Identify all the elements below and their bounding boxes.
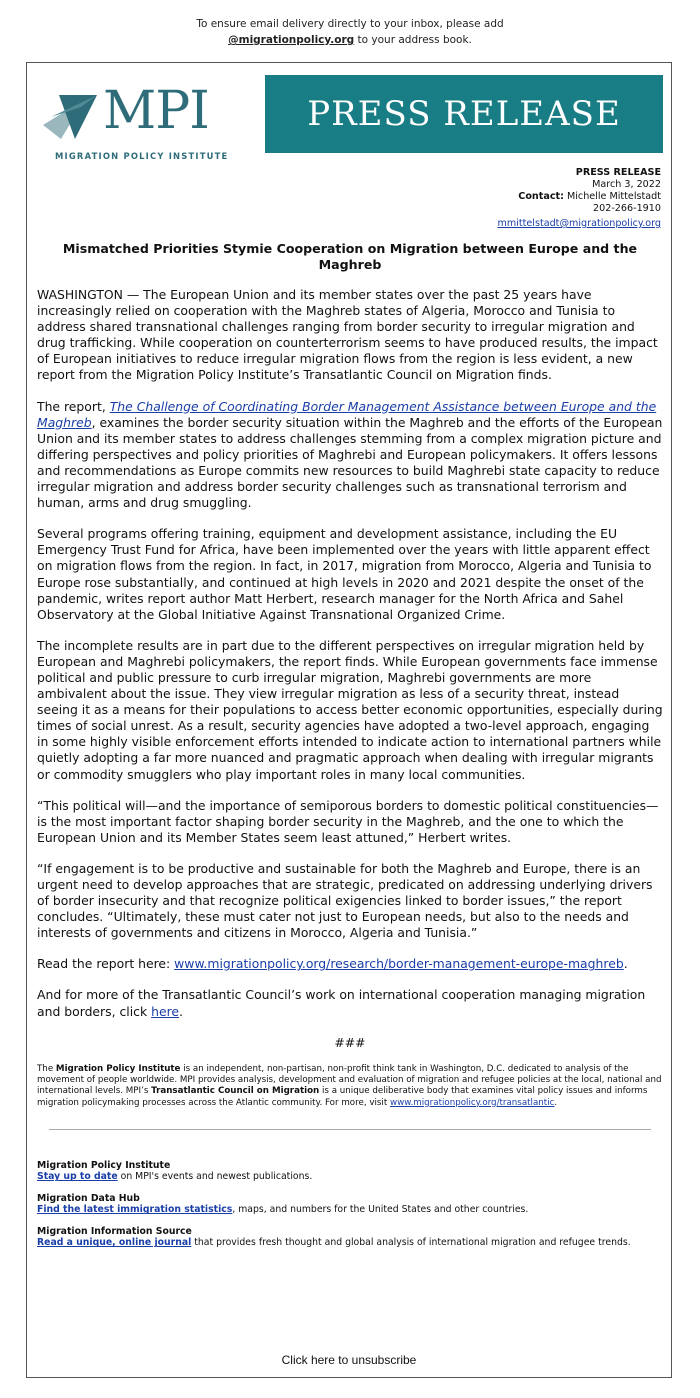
mpi-logo-icon	[41, 77, 111, 147]
p7-post: .	[623, 956, 628, 972]
link-block-text	[37, 1237, 663, 1249]
about-mpi	[37, 1064, 663, 1109]
paragraph-5: “This political will—and the importance of semiporous borders to domestic political constituencies—is the most important factor shaping border security in the Maghreb, and the one to which the European Union and its Member States seem least attuned,” Herbert writes.	[37, 797, 659, 845]
divider	[49, 1129, 651, 1130]
email-frame	[26, 62, 672, 1378]
paragraph-6: “If engagement is to be productive and sustainable for both the Maghreb and Europe, there is an urgent need to develop approaches that are strategic, predicated on addressing underlying drivers of border insecurity and that recognize political exigencies linked to border issues,” the report concludes. “Ultimately, these must cater not just to European needs, but also to the needs and interests of governments and citizens in Morocco, Algeria and Tunisia.”	[37, 860, 653, 941]
link-block-title: Migration Policy Institute	[37, 1159, 171, 1171]
online-journal-link[interactable]: Read a unique, online journal	[37, 1237, 192, 1249]
paragraph-3: Several programs offering training, equipment and development assistance, including the EU Emergency Trust Fund for Africa, have been implemented over the years with little apparent effect on migration flows from the region. In fact, in 2017, migration from Morocco, Algeria and Tunisia to Europe rose substantially, and continued at high levels in 2020 and 2021 despite the onset of the pandemic, writes report author Matt Herbert, research manager for the North Africa and Sahel Observatory at the Global Initiative Against Transnational Organized Crime.	[37, 526, 652, 622]
link-block-title: Migration Data Hub	[37, 1192, 140, 1204]
logo-subtitle: MIGRATION POLICY INSTITUTE	[55, 151, 229, 161]
paragraph-7	[37, 956, 663, 972]
here-link[interactable]: here	[151, 1003, 180, 1019]
about-3: is an independent, non-partisan, non-profit think tank in Washington, D.C. dedicated to analysis of the movement of people worldwide. MPI provides analysis, development and evaluation of migration and refugee policies at the local, national and international levels. MPI’s	[37, 1063, 662, 1097]
p7-pre: Read the report here:	[37, 956, 175, 972]
link-block-data-hub	[37, 1193, 663, 1216]
link-block-information-source	[37, 1226, 663, 1249]
p8-pre: And for more of the Transatlantic Council’s work on international cooperation managing migration and borders, click	[37, 987, 646, 1019]
about-mpi-name: Migration Policy Institute	[55, 1063, 181, 1074]
link-block-title: Migration Information Source	[37, 1225, 192, 1237]
notice-line-2	[0, 32, 700, 48]
stay-up-to-date-link[interactable]: Stay up to date	[37, 1171, 118, 1183]
delivery-notice	[0, 16, 700, 48]
link-block-rest: , maps, and numbers for the United States and other countries.	[232, 1204, 529, 1216]
banner-title: PRESS RELEASE	[307, 94, 621, 134]
link-block-rest: that provides fresh thought and global analysis of international migration and refugee trends.	[191, 1237, 631, 1249]
contact-name: Michelle Mittelstadt	[563, 191, 661, 202]
p2-post: , examines the border security situation within the Maghreb and the efforts of the European Union and its member states to address challenges stemming from a complex migration picture and differing perspectives and policy priorities of Maghrebi and European policymakers. It offers lessons and recommendations as Europe commits new resources to build Maghrebi state capacity to reduce irregular migration and address border security challenges such as transnational terrorism and human, arms and drug smuggling.	[37, 414, 663, 511]
meta-phone: 202-266-1910	[593, 203, 661, 214]
release-meta	[498, 167, 662, 230]
unsubscribe-link[interactable]: Click here to unsubscribe	[281, 1353, 417, 1367]
notice-suffix: to your address book.	[354, 34, 472, 46]
report-url-link[interactable]: www.migrationpolicy.org/research/border-management-europe-maghreb	[174, 956, 624, 972]
notice-address: @migrationpolicy.org	[228, 34, 355, 46]
contact-email-link[interactable]: mmittelstadt@migrationpolicy.org	[497, 218, 661, 229]
paragraph-8	[37, 987, 663, 1019]
transatlantic-link[interactable]: www.migrationpolicy.org/transatlantic	[390, 1097, 555, 1108]
p8-post: .	[179, 1003, 183, 1019]
mpi-logo	[41, 77, 253, 167]
logo-wordmark: MPI	[103, 81, 209, 141]
p2-pre: The report,	[37, 398, 110, 414]
about-council-name: Transatlantic Council on Migration	[151, 1086, 320, 1097]
meta-date: March 3, 2022	[592, 179, 661, 190]
contact-label: Contact:	[518, 191, 564, 202]
release-body	[37, 287, 663, 1259]
link-block-text	[37, 1171, 663, 1183]
report-title-link[interactable]: The Challenge of Coordinating Border Management Assistance between Europe and the Maghreb	[37, 398, 657, 430]
link-block-mpi	[37, 1160, 663, 1183]
headline: Mismatched Priorities Stymie Cooperation on Migration between Europe and the Maghreb	[62, 241, 638, 272]
link-block-text	[37, 1204, 663, 1216]
immigration-statistics-link[interactable]: Find the latest immigration statistics	[37, 1204, 233, 1216]
press-release-banner	[265, 75, 663, 153]
end-marker: ###	[334, 1034, 366, 1050]
paragraph-4: The incomplete results are in part due to the different perspectives on irregular migration held by European and Maghrebi policymakers, the report finds. While European governments face immense political and public pressure to curb irregular migration, Maghrebi governments are more ambivalent about the issue. They view irregular migration as less of a security threat, instead seeing it as a means for their populations to access better economic opportunities, especially during times of social unrest. As a result, security agencies have adopted a two-level approach, engaging in some highly visible enforcement efforts intended to indicate action to international partners while quietly adopting a far more nuanced and pragmatic approach when dealing with irregular migrants or commodity smugglers who play important roles in many local communities.	[37, 637, 663, 782]
paragraph-2	[37, 399, 663, 512]
about-7: .	[554, 1097, 558, 1108]
notice-line-1: To ensure email delivery directly to your inbox, please add	[196, 18, 504, 30]
about-5: is a unique deliberative body that examines vital policy issues and informs migration policymaking processes across the Atlantic community. For more, visit	[37, 1086, 648, 1108]
paragraph-1: WASHINGTON — The European Union and its member states over the past 25 years have increasingly relied on cooperation with the Maghreb states of Algeria, Morocco and Tunisia to address shared transnational challenges ranging from border security to irregular migration and drug trafficking. While cooperation on counterterrorism seems to have produced results, the impact of European initiatives to reduce irregular migration flows from the region is less evident, a new report from the Migration Policy Institute’s Transatlantic Council on Migration finds.	[37, 287, 658, 383]
meta-contact	[498, 191, 662, 203]
meta-label: PRESS RELEASE	[575, 167, 661, 178]
link-block-rest: on MPI's events and newest publications.	[117, 1171, 313, 1183]
about-1: The	[37, 1063, 56, 1074]
